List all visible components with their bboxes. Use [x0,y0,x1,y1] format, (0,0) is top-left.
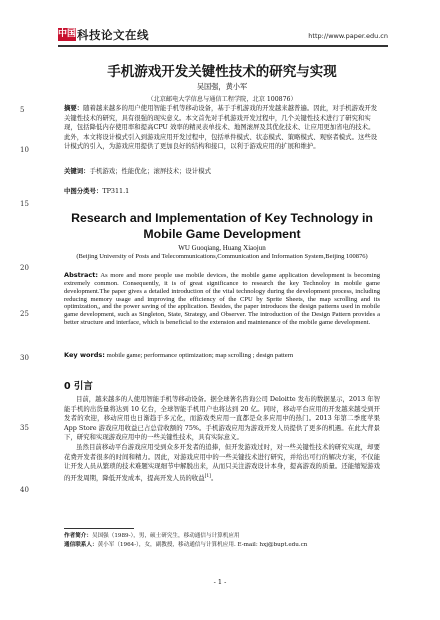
section-heading: 0 引言 [64,381,93,392]
journal-header [58,22,388,46]
line-number: 40 [20,486,29,494]
english-authors: WU Guoqiang, Huang Xiaojun [178,244,266,252]
abstract-label: 摘要： [64,104,84,112]
footnote-rule [64,528,134,529]
keywords-label: Key words: [64,351,105,359]
line-number: 15 [20,200,29,208]
abstract-text: As more and more people use mobile devices, the mobile game application development is becoming extremely common. Consequently, it is of great significance to research the key Technoloy in mobile game development.The paper gives a detailed introduction of the vital technology during the development process, including reducing memory usage and improving the efficiency of the CPU by Sprite Sheets, the map scrolling and its optimization,, and the power saving of the application. Besides, the paper introduces the design patterns used in mobile game development, such as Singleton, State, Strategy, and Observer. The introduction of the Design Pattern provides a better structure and interface, which is beneficial to the extension and maintenance of the mobile game development. [64,272,380,327]
citation[interactable]: [1] [204,473,211,479]
paragraph-end: 。 [210,473,218,482]
keywords-text: mobile game; performance optimization; map scrolling ; design pattern [106,352,294,359]
footnote-label: 作者简介： [64,533,92,539]
contact-footnote [64,541,307,549]
clc-label: 中图分类号： [64,187,103,195]
keywords-text: 手机游戏；性能优化；滚屏技术；设计模式 [89,167,211,175]
intro-paragraph-text: 虽然目前移动平台游戏应用受到众多开发者的追捧，但开发游戏过时，对一些关键性技术的研究实现，却要花费开发者很多的时间和精力。因此，对游戏应用中的一些关键技术进行研究，并给出可行的解决方案，不仅能让开发人员从繁琐的技术难题实现细节中解脱出来，从而只关注游戏设计本身，提高游戏的质量。还能缩短游戏的开发周期，降低开发成本，提高开发人员的收益 [64,442,380,482]
footnote-text: 吴国强（1989-），男，硕士研究生，移动通信与计算机应用 [91,533,240,539]
footnote-text: 黄小军（1964-），女，副教授，移动通信与计算机应用. E-mail: hxj@bupt.edu.cn [97,542,308,548]
line-number: 25 [20,310,29,318]
footnote-label: 通信联系人： [64,542,98,548]
clc-text: TP311.1 [102,187,130,195]
abstract-label: Abstract: [64,271,99,279]
journal-logo-text: 科技论文在线 [77,28,149,42]
page-number: - 1 - [213,578,227,586]
chinese-keywords [64,167,380,177]
english-title: Research and Implementation of Key Technology in Mobile Game Development [71,211,373,241]
author-footnote [64,532,240,540]
journal-url[interactable]: http://www.paper.edu.cn [308,32,388,40]
line-number: 10 [20,146,29,154]
line-number: 35 [20,424,29,432]
keywords-label: 关键词： [64,167,90,175]
chinese-abstract [64,104,380,152]
abstract-text: 随着越来越多的用户使用智能手机等移动设备，基于手机游戏的开发越来越普遍。因此，对手机游戏开发关键性技术的研究，具有很强的现实意义。本文首先对手机游戏开发过程中，几个关键性技术进行了研究和实现，包括降低内存使用率和提高CPU 效率的精灵表单技术、地图滚屏及其优化技术、让应用更加省电的技术。此外，本文将设计模式引入到游戏应用开发过程中，包括单件模式、状态模式、策略模式、观察者模式。这些设计模式的引入，为游戏应用提供了更加良好的结构和接口，以利于游戏应用的扩展和维护。 [64,104,378,151]
line-number: 20 [20,264,29,272]
chinese-affiliation: （北京邮电大学信息与通信工程学院，北京 100876） [147,96,297,103]
intro-body [64,395,380,483]
intro-paragraph: 目前，越来越多的人使用智能手机等移动设备。据全球著名咨询公司 Deloitte 发布的数据显示，2013 年智能手机的出货量将达到 10 亿台，全球智能手机用户也将达到 20 亿。同时，移动平台应用的开发越来越受到开发者的欢迎，移动应用也日渐趋于多元化，而游戏类应用一直都是众多应用中的热门。2013 年第二季度苹果 App Store 游戏应用收益已占总营收额的 75%。手机游戏应用为游戏开发人员提供了更多的机遇。在此大背景下，研究和实现游戏应用中的一些关键性技术，具有实际意义。 [64,395,380,442]
header-rule [58,45,388,47]
english-affiliation: (Beijing University of Posts and Telecommunications,Communication and Information System,Beijing 100876) [76,253,368,260]
english-keywords [64,352,380,360]
line-number: 30 [20,354,29,362]
english-abstract [64,272,380,327]
line-number: 5 [20,106,25,114]
journal-logo-badge: 中国 [58,29,77,39]
classification-code [64,186,129,195]
chinese-title: 手机游戏开发关键性技术的研究与实现 [107,64,337,80]
intro-paragraph [64,443,380,484]
chinese-authors: 吴国强，黄小军 [196,82,248,91]
